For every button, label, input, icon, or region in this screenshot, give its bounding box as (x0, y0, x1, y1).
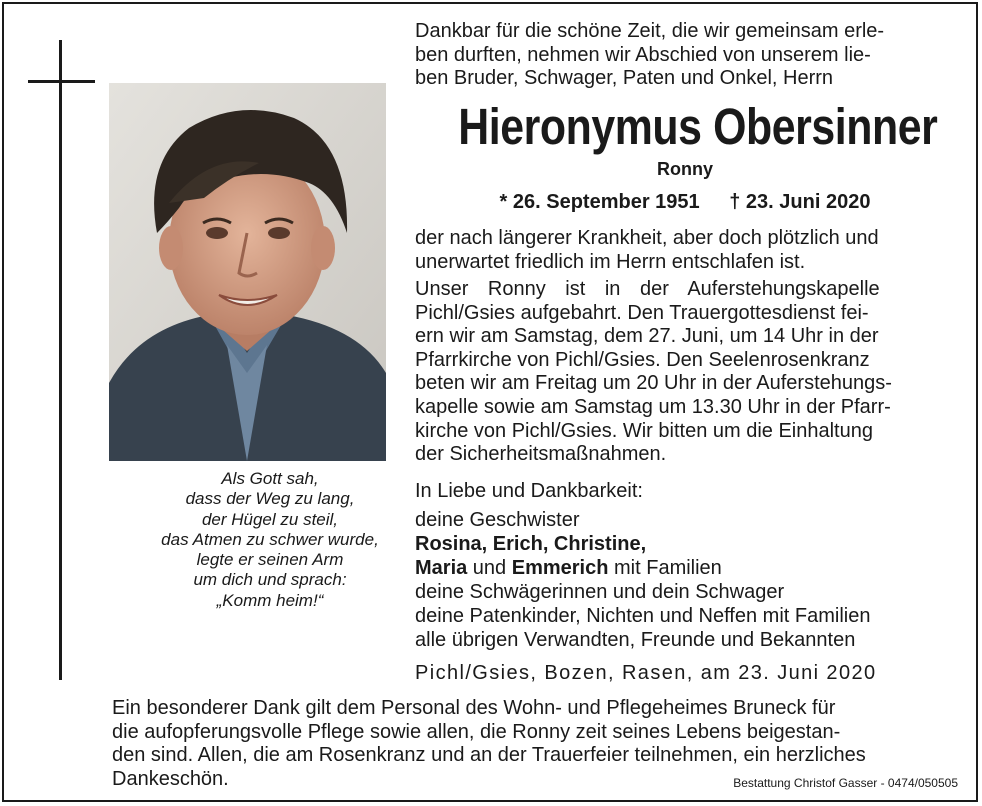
poem-line: der Hügel zu steil, (201, 509, 339, 529)
thanks-line: die aufopferungsvolle Pflege sowie allen, die Ronny zeit seines Lebens beigestan- (112, 720, 841, 743)
deceased-name: Hieronymus Obersinner (458, 98, 938, 155)
sibling-name: Maria (415, 557, 468, 579)
death-text-line: unerwartet friedlich im Herrn entschlafen ist. (415, 250, 806, 273)
deceased-nickname: Ronny (657, 159, 713, 179)
cross-icon (59, 40, 62, 680)
undertaker-credit: Bestattung Christof Gasser - 0474/050505 (733, 776, 958, 790)
closing-intro (415, 480, 955, 504)
funeral-text-line: kapelle sowie am Samstag um 13.30 Uhr in der Pfarr- (415, 395, 891, 418)
intro-line: Dankbar für die schöne Zeit, die wir gemeinsam erle- (415, 20, 885, 42)
family-line (415, 532, 955, 556)
death-text (415, 227, 955, 274)
death-text-line: der nach längerer Krankheit, aber doch plötzlich und (415, 227, 879, 249)
life-dates (415, 190, 955, 214)
family-line: deine Geschwister (415, 509, 580, 531)
family-line (415, 556, 955, 580)
and-word: und (467, 557, 512, 579)
funeral-text-line: kirche von Pichl/Gsies. Wir bitten um die Einhaltung (415, 419, 873, 442)
thanks-line: Dankeschön. (112, 767, 229, 790)
cross-icon-bar (28, 80, 95, 83)
death-date: † 23. Juni 2020 (729, 191, 871, 213)
funeral-text-line: der Sicherheitsmaßnahmen. (415, 443, 667, 466)
funeral-text-line: Unser Ronny ist in der Auferstehungskapelle (415, 278, 880, 300)
poem-line: das Atmen zu schwer wurde, (161, 529, 379, 549)
intro-text (415, 20, 955, 91)
funeral-text-line: ern wir am Samstag, dem 27. Juni, um 14 Uhr in der (415, 325, 879, 348)
thanks-line: den sind. Allen, die am Rosenkranz und an der Trauerfeier teilnehmen, ein herzliches (112, 744, 866, 766)
poem-line: um dich und sprach: (193, 570, 347, 590)
with-families: mit Familien (608, 557, 722, 579)
poem-line: legte er seinen Arm (196, 550, 344, 570)
funeral-text-line: beten wir am Freitag um 20 Uhr in der Auferstehungs- (415, 372, 892, 395)
poem (110, 469, 430, 611)
intro-line: ben durften, nehmen wir Abschied von unserem lie- (415, 43, 871, 66)
family-line: alle übrigen Verwandten, Freunde und Bekannten (415, 629, 856, 651)
poem-line: Als Gott sah, (221, 469, 319, 488)
poem-line: „Komm heim!“ (216, 590, 324, 610)
closing-intro-text: In Liebe und Dankbarkeit: (415, 480, 643, 502)
sibling-name: Emmerich (511, 557, 609, 579)
family-line: deine Schwägerinnen und dein Schwager (415, 581, 785, 603)
family-list (415, 508, 955, 652)
portrait-photo (109, 83, 386, 461)
place-date: Pichl/Gsies, Bozen, Rasen, am 23. Juni 2020 (415, 662, 877, 684)
poem-line: dass der Weg zu lang, (185, 489, 355, 509)
sibling-names: Rosina, Erich, Christine, (415, 533, 647, 555)
funeral-text-line: Pichl/Gsies aufgebahrt. Den Trauergottesdienst fei- (415, 301, 869, 324)
intro-line: ben Bruder, Schwager, Paten und Onkel, Herrn (415, 67, 834, 89)
thanks-line: Ein besonderer Dank gilt dem Personal des Wohn- und Pflegeheimes Bruneck für (112, 697, 836, 719)
family-line: deine Patenkinder, Nichten und Neffen mit Familien (415, 605, 871, 627)
birth-date: * 26. September 1951 (499, 191, 700, 213)
funeral-text (415, 278, 955, 467)
funeral-text-line: Pfarrkirche von Pichl/Gsies. Den Seelenrosenkranz (415, 348, 870, 371)
